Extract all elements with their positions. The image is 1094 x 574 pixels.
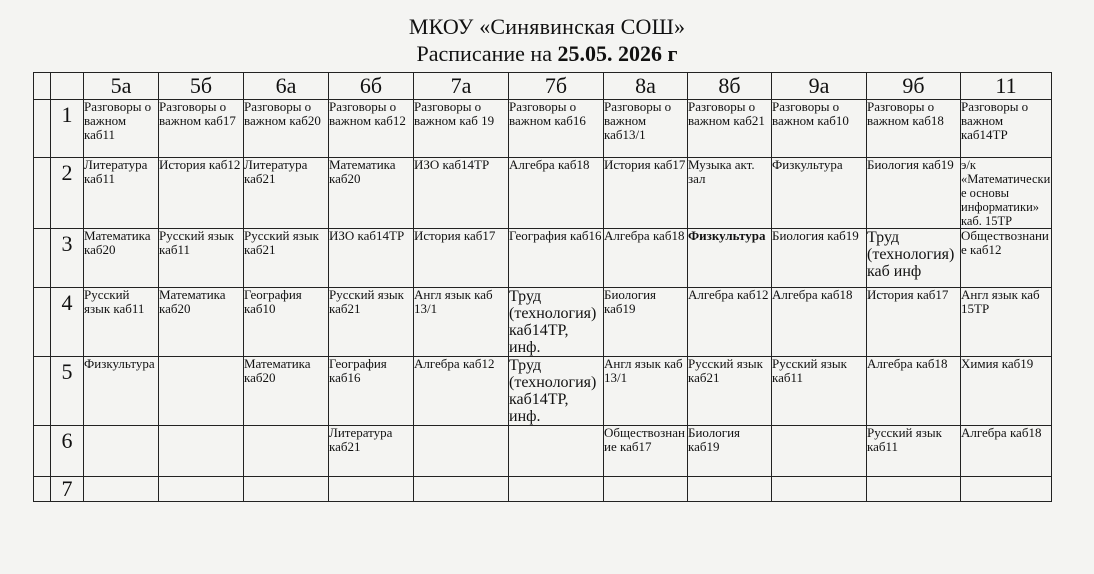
lesson-cell <box>688 477 772 502</box>
corner-blank <box>34 73 51 100</box>
schedule-table <box>33 72 1052 502</box>
lesson-cell: Англ язык каб 13/1 <box>604 357 688 426</box>
lesson-cell <box>244 426 329 477</box>
lesson-cell: Музыка акт. зал <box>688 158 772 229</box>
lesson-cell: Труд (технология) каб14ТР, инф. <box>509 357 604 426</box>
lesson-row <box>34 357 1052 426</box>
lesson-cell: ИЗО каб14ТР <box>414 158 509 229</box>
lesson-cell <box>772 426 867 477</box>
lesson-cell <box>414 477 509 502</box>
lesson-cell <box>604 477 688 502</box>
lesson-cell: Химия каб19 <box>961 357 1052 426</box>
lesson-cell: Математика каб20 <box>84 229 159 288</box>
lesson-cell: Обществознание каб17 <box>604 426 688 477</box>
lesson-cell <box>329 477 414 502</box>
lesson-number: 4 <box>51 288 84 357</box>
lesson-cell: Литература каб21 <box>244 158 329 229</box>
lesson-cell <box>84 426 159 477</box>
lesson-number: 3 <box>51 229 84 288</box>
lesson-cell <box>772 477 867 502</box>
lesson-cell <box>867 477 961 502</box>
lesson-number: 5 <box>51 357 84 426</box>
lesson-number: 2 <box>51 158 84 229</box>
margin-cell <box>34 426 51 477</box>
lesson-cell: Литература каб21 <box>329 426 414 477</box>
lesson-cell: Труд (технология) каб инф <box>867 229 961 288</box>
lesson-cell: Разговоры о важном каб12 <box>329 100 414 158</box>
class-header: 8а <box>604 73 688 100</box>
class-header: 6б <box>329 73 414 100</box>
lesson-cell: Русский язык каб11 <box>159 229 244 288</box>
lesson-cell: Обществознание каб12 <box>961 229 1052 288</box>
lesson-cell: Разговоры о важном каб16 <box>509 100 604 158</box>
class-header: 7а <box>414 73 509 100</box>
lesson-cell <box>509 426 604 477</box>
lesson-row <box>34 158 1052 229</box>
lesson-cell: Разговоры о важном каб18 <box>867 100 961 158</box>
lesson-cell: Литература каб11 <box>84 158 159 229</box>
lesson-cell: Математика каб20 <box>244 357 329 426</box>
lesson-cell: Биология каб19 <box>688 426 772 477</box>
schedule-date: 25.05. 2026 г <box>557 41 678 66</box>
lesson-row <box>34 477 1052 502</box>
lesson-row <box>34 426 1052 477</box>
lesson-cell: Англ язык каб 15ТР <box>961 288 1052 357</box>
lesson-cell: Алгебра каб12 <box>688 288 772 357</box>
lesson-cell <box>159 426 244 477</box>
lesson-row <box>34 229 1052 288</box>
lesson-cell: Алгебра каб18 <box>867 357 961 426</box>
lesson-cell: Разговоры о важном каб10 <box>772 100 867 158</box>
lesson-cell: э/к «Математические основы информатики» каб. 15ТР <box>961 158 1051 228</box>
lesson-cell <box>961 477 1052 502</box>
lesson-cell <box>244 477 329 502</box>
class-header: 6а <box>244 73 329 100</box>
lesson-cell: Русский язык каб11 <box>84 288 159 357</box>
lesson-cell: Разговоры о важном каб20 <box>244 100 329 158</box>
lesson-cell: Алгебра каб12 <box>414 357 509 426</box>
lesson-cell: Математика каб20 <box>159 288 244 357</box>
lesson-cell: Алгебра каб18 <box>604 229 688 288</box>
lesson-cell: Физкультура <box>772 158 867 229</box>
lesson-cell: Разговоры о важном каб21 <box>688 100 772 158</box>
class-header: 7б <box>509 73 604 100</box>
lesson-cell: Алгебра каб18 <box>509 158 604 229</box>
lesson-cell: Разговоры о важном каб17 <box>159 100 244 158</box>
lesson-cell: Разговоры о важном каб11 <box>84 100 159 158</box>
margin-cell <box>34 229 51 288</box>
lesson-cell: Разговоры о важном каб 19 <box>414 100 509 158</box>
lesson-cell: История каб17 <box>604 158 688 229</box>
lesson-cell: Русский язык каб11 <box>772 357 867 426</box>
lesson-cell: Математика каб20 <box>329 158 414 229</box>
lesson-cell: Алгебра каб18 <box>772 288 867 357</box>
lesson-row <box>34 288 1052 357</box>
schedule-subtitle <box>0 42 1094 66</box>
class-header: 11 <box>961 73 1052 100</box>
lesson-cell <box>509 477 604 502</box>
margin-cell <box>34 288 51 357</box>
lesson-cell: Физкультура <box>84 357 159 426</box>
lesson-cell <box>159 477 244 502</box>
class-header-row <box>34 73 1052 100</box>
lesson-cell: География каб16 <box>509 229 604 288</box>
class-header: 9б <box>867 73 961 100</box>
lesson-num-header <box>51 73 84 100</box>
lesson-cell: Русский язык каб21 <box>244 229 329 288</box>
lesson-number: 7 <box>51 477 84 502</box>
lesson-cell: Алгебра каб18 <box>961 426 1052 477</box>
lesson-cell: Разговоры о важном каб13/1 <box>604 100 688 158</box>
lesson-cell: Русский язык каб11 <box>867 426 961 477</box>
lesson-number: 6 <box>51 426 84 477</box>
lesson-cell: География каб10 <box>244 288 329 357</box>
lesson-cell <box>414 426 509 477</box>
margin-cell <box>34 477 51 502</box>
lesson-cell: История каб12 <box>159 158 244 229</box>
lesson-cell: Труд (технология) каб14ТР, инф. <box>509 288 604 357</box>
lesson-cell: Русский язык каб21 <box>688 357 772 426</box>
class-header: 9а <box>772 73 867 100</box>
lesson-cell: ИЗО каб14ТР <box>329 229 414 288</box>
class-header: 5а <box>84 73 159 100</box>
lesson-cell: Биология каб19 <box>604 288 688 357</box>
class-header: 5б <box>159 73 244 100</box>
lesson-cell: Англ язык каб 13/1 <box>414 288 509 357</box>
margin-cell <box>34 357 51 426</box>
lesson-row <box>34 100 1052 158</box>
margin-cell <box>34 100 51 158</box>
lesson-cell <box>84 477 159 502</box>
lesson-cell <box>159 357 244 426</box>
lesson-cell: Разговоры о важном каб14ТР <box>961 100 1052 158</box>
lesson-cell: Биология каб19 <box>772 229 867 288</box>
document-header <box>0 14 1094 66</box>
lesson-cell: Биология каб19 <box>867 158 961 229</box>
school-title: МКОУ «Синявинская СОШ» <box>408 14 686 39</box>
lesson-cell: История каб17 <box>867 288 961 357</box>
lesson-number: 1 <box>51 100 84 158</box>
class-header: 8б <box>688 73 772 100</box>
lesson-cell: Физкультура <box>688 229 772 288</box>
schedule-prefix: Расписание на <box>416 41 552 66</box>
lesson-cell: История каб17 <box>414 229 509 288</box>
lesson-cell: География каб16 <box>329 357 414 426</box>
margin-cell <box>34 158 51 229</box>
lesson-cell: Русский язык каб21 <box>329 288 414 357</box>
